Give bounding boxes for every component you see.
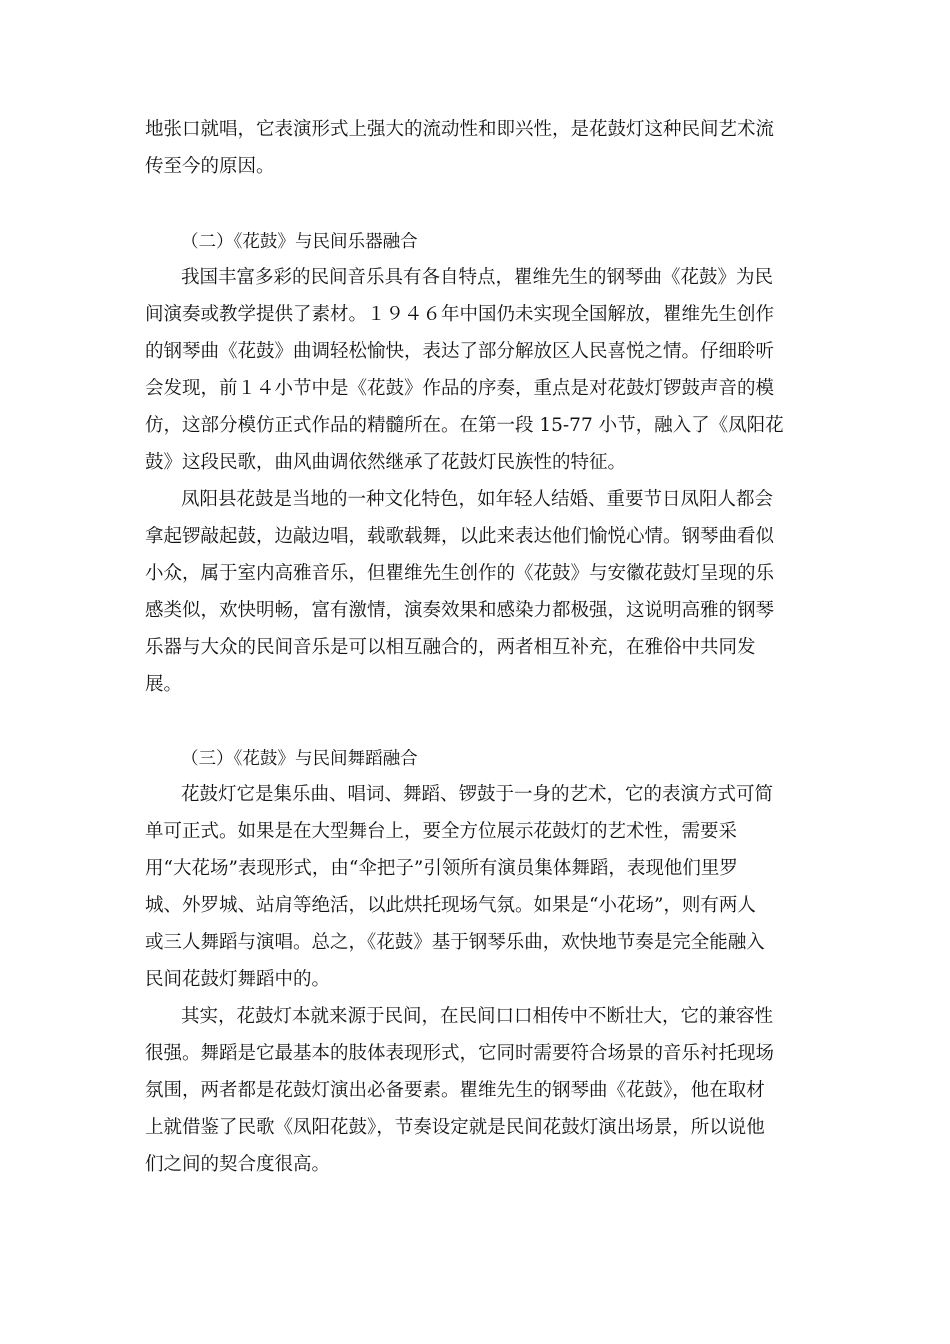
body-line: 花鼓灯它是集乐曲、唱词、舞蹈、锣鼓于一身的艺术，它的表演方式可简 [181,784,774,805]
body-line: 民间花鼓灯舞蹈中的。 [145,969,331,990]
body-line: 仿，这部分模仿正式作品的精髓所在。在第一段 15-77 小节，融入了《凤阳花 [145,415,784,436]
body-line: 们之间的契合度很高。 [145,1154,331,1175]
body-line: 或三人舞蹈与演唱。总之，《花鼓》基于钢琴乐曲，欢快地节奏是完全能融入 [145,932,765,953]
body-line: 地张口就唱，它表演形式上强大的流动性和即兴性，是花鼓灯这种民间艺术流 [145,119,775,140]
body-line: 城、外罗城、站肩等绝活，以此烘托现场气氛。如果是“小花场”，则有两人 [145,895,756,916]
body-line: 氛围，两者都是花鼓灯演出必备要素。瞿维先生的钢琴曲《花鼓》，他在取材 [145,1080,765,1101]
body-line: 会发现，前１４小节中是《花鼓》作品的序奏，重点是对花鼓灯锣鼓声音的模 [145,378,775,399]
body-line: 很强。舞蹈是它最基本的肢体表现形式，它同时需要符合场景的音乐衬托现场 [145,1043,775,1064]
body-line: 展。 [145,674,183,695]
body-line: 感类似，欢快明畅，富有激情，演奏效果和感染力都极强，这说明高雅的钢琴 [145,600,775,621]
body-line: 间演奏或教学提供了素材。１９４６年中国仍未实现全国解放，瞿维先生创作 [145,304,775,325]
body-line: 上就借鉴了民歌《凤阳花鼓》，节奏设定就是民间花鼓灯演出场景，所以说他 [145,1117,765,1138]
body-line: 其实，花鼓灯本就来源于民间，在民间口口相传中不断壮大，它的兼容性 [181,1006,774,1027]
body-line: 拿起锣敲起鼓，边敲边唱，载歌载舞，以此来表达他们愉悦心情。钢琴曲看似 [145,526,775,547]
section-heading: （三）《花鼓》与民间舞蹈融合 [181,749,418,769]
body-line: 鼓》这段民歌，曲风曲调依然继承了花鼓灯民族性的特征。 [145,452,627,473]
body-line: 的钢琴曲《花鼓》曲调轻松愉快，表达了部分解放区人民喜悦之情。仔细聆听 [145,341,775,362]
body-line: 用“大花场”表现形式，由“伞把子”引领所有演员集体舞蹈，表现他们里罗 [145,858,738,879]
section-heading: （二）《花鼓》与民间乐器融合 [181,232,418,252]
body-line: 传至今的原因。 [145,156,275,177]
body-line: 乐器与大众的民间音乐是可以相互融合的，两者相互补充，在雅俗中共同发 [145,637,756,658]
body-line: 凤阳县花鼓是当地的一种文化特色，如年轻人结婚、重要节日凤阳人都会 [181,489,774,510]
body-line: 我国丰富多彩的民间音乐具有各自特点，瞿维先生的钢琴曲《花鼓》为民 [181,267,774,288]
body-line: 单可正式。如果是在大型舞台上，要全方位展示花鼓灯的艺术性，需要采 [145,821,738,842]
body-line: 小众，属于室内高雅音乐，但瞿维先生创作的《花鼓》与安徽花鼓灯呈现的乐 [145,563,775,584]
